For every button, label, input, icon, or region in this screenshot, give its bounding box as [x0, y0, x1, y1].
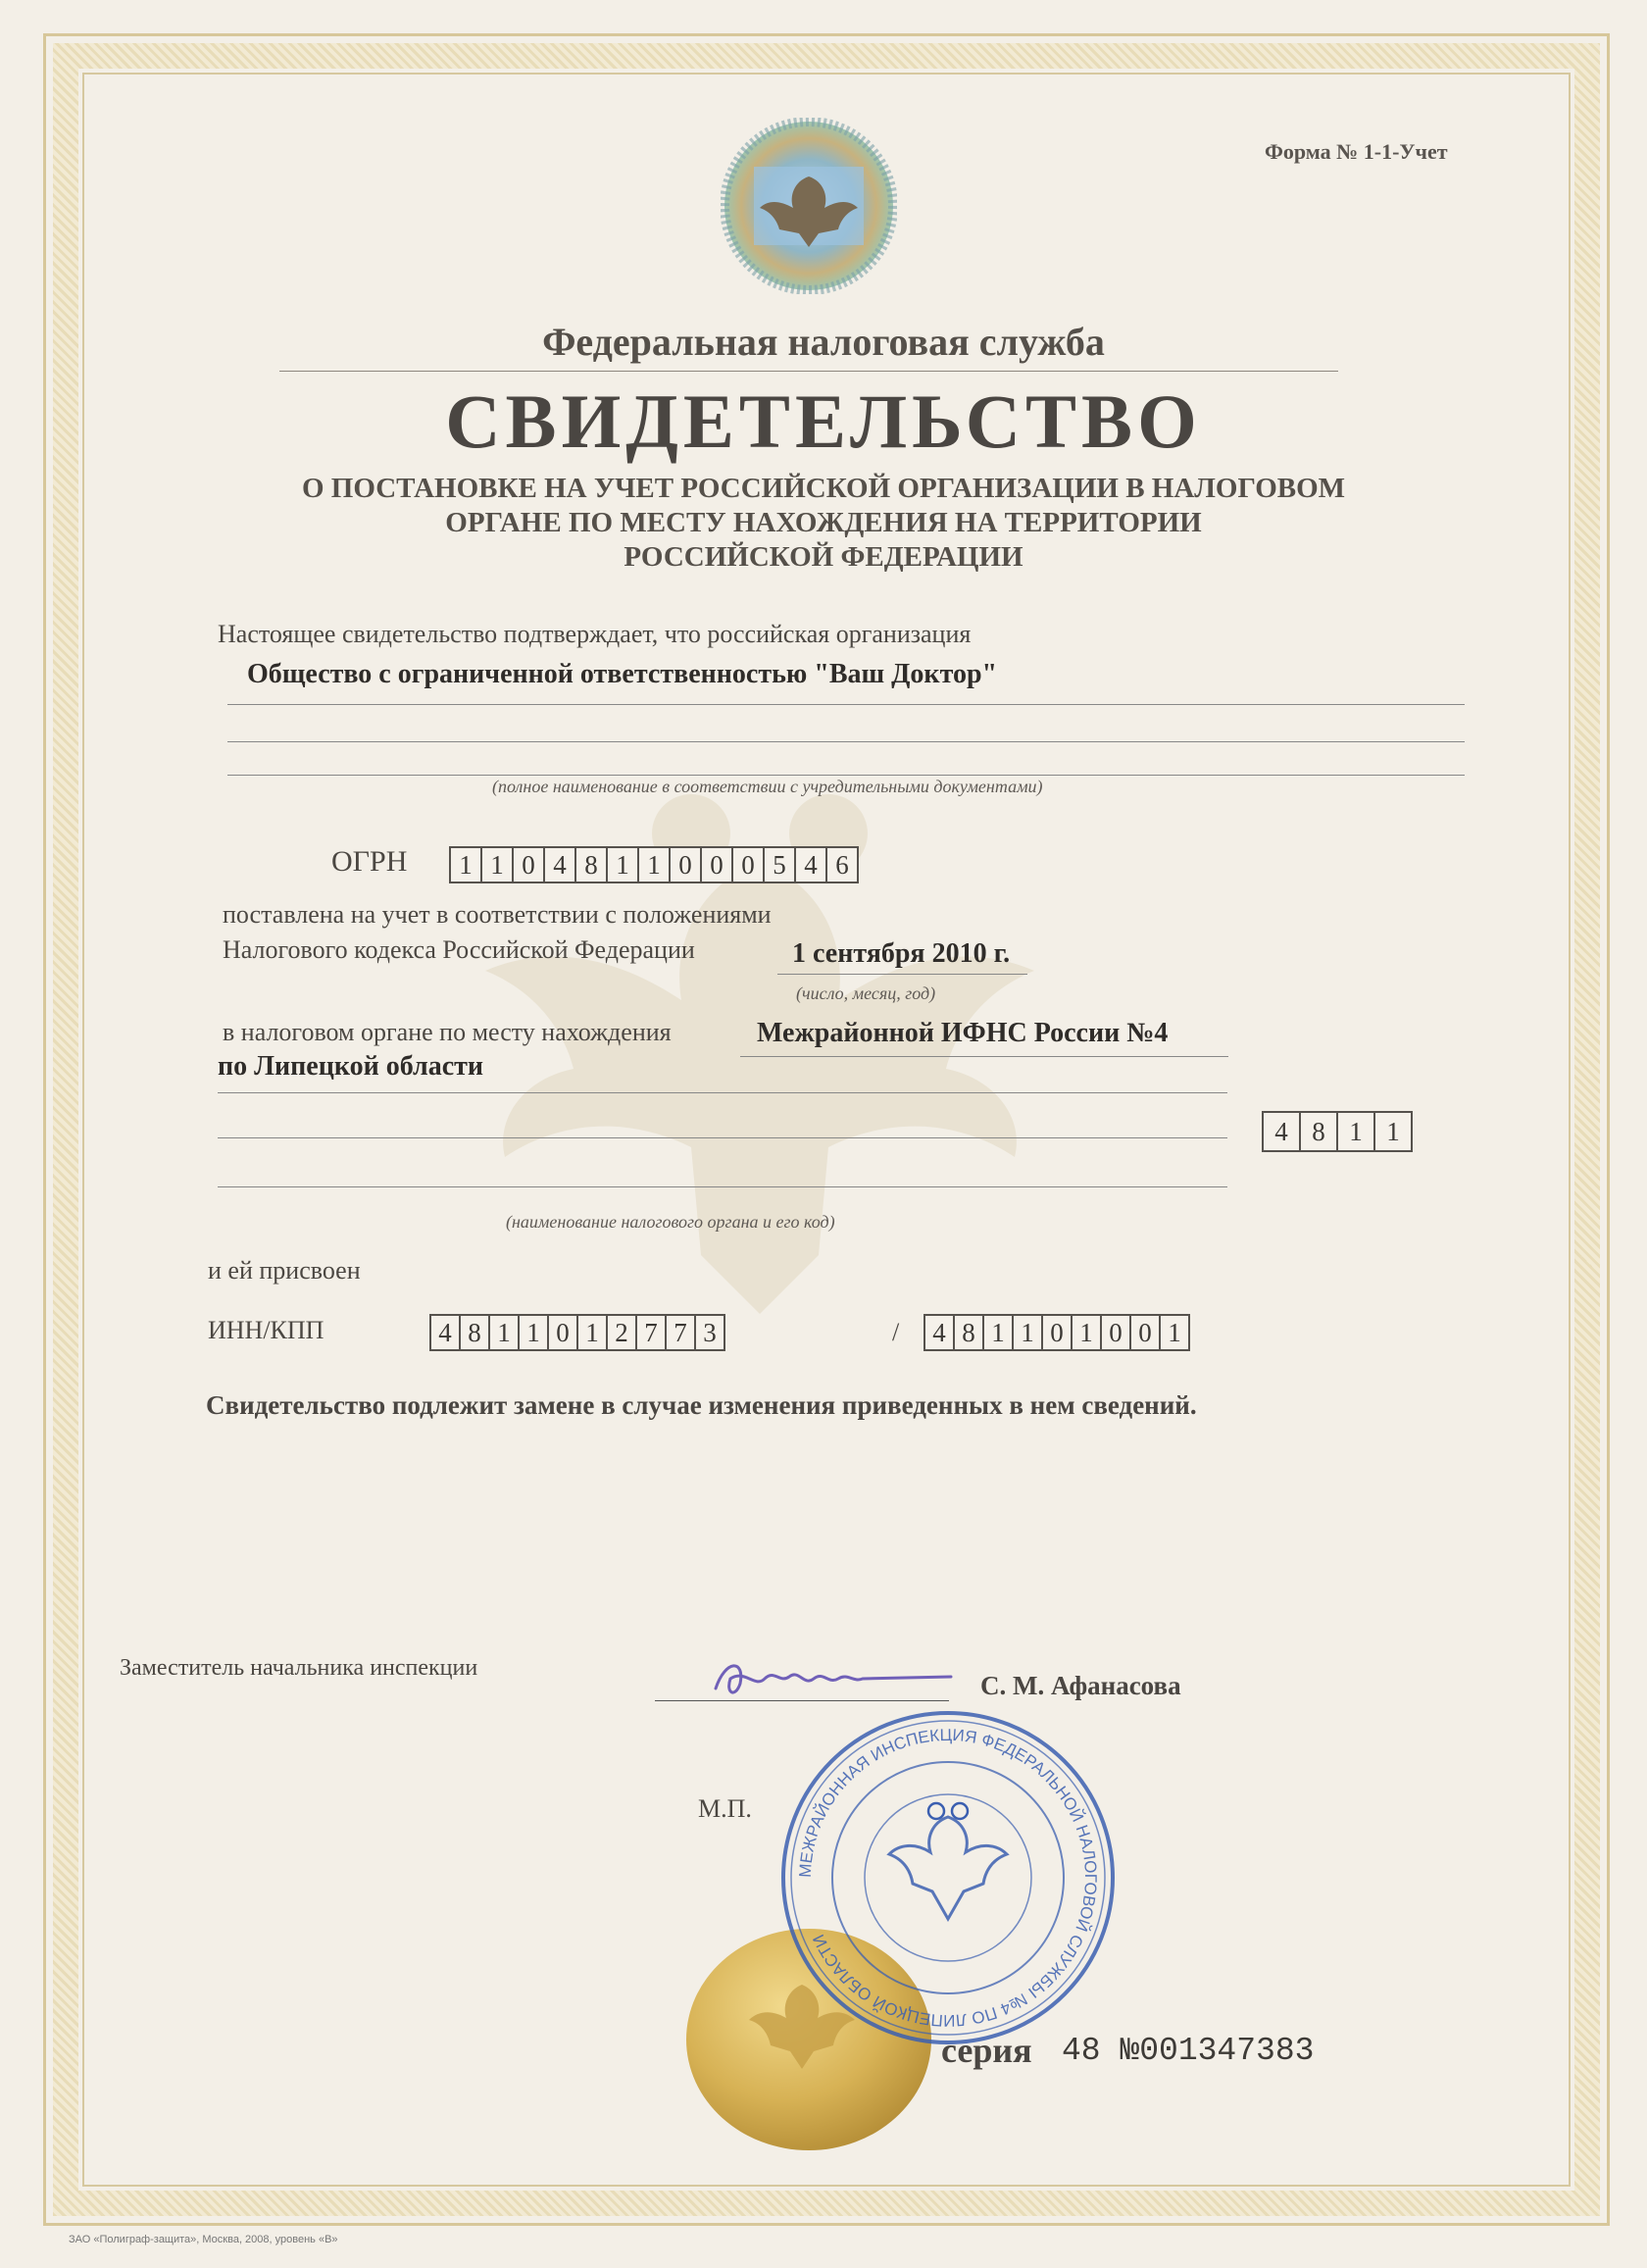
- series-number: 48 №001347383: [1062, 2033, 1315, 2069]
- office-code-boxes: [1262, 1111, 1413, 1152]
- kpp-digit: 8: [955, 1316, 984, 1349]
- org-line-1: [227, 704, 1465, 705]
- tax-office-prefix: в налоговом органе по месту нахождения: [223, 1018, 672, 1046]
- office-code-digit: 4: [1264, 1113, 1301, 1150]
- signature-icon: [706, 1649, 961, 1708]
- office-code-digit: 1: [1386, 1117, 1400, 1146]
- subtitle-line-3: РОССИЙСКОЙ ФЕДЕРАЦИИ: [624, 541, 1023, 573]
- ogrn-digit: 1: [608, 848, 639, 882]
- org-line-2: [227, 741, 1465, 742]
- ogrn-digit: 1: [639, 848, 671, 882]
- ogrn-digit: 0: [702, 848, 733, 882]
- svg-text:МЕЖРАЙОННАЯ ИНСПЕКЦИЯ ФЕДЕРАЛЬ: [796, 1726, 1100, 2030]
- inn-digit: 2: [608, 1316, 637, 1349]
- office-code-digit: 1: [1338, 1113, 1375, 1150]
- kpp-digit: 0: [1102, 1316, 1131, 1349]
- signature-line: [655, 1700, 949, 1701]
- subtitle-line-1: О ПОСТАНОВКЕ НА УЧЕТ РОССИЙСКОЙ ОРГАНИЗАЦИИ В НАЛОГОВОМ: [301, 473, 1346, 504]
- kpp-digit: 0: [1131, 1316, 1161, 1349]
- signer-title: Заместитель начальника инспекции: [120, 1655, 478, 1681]
- ogrn-boxes: [449, 846, 859, 883]
- ogrn-digit: 4: [796, 848, 827, 882]
- inn-digit: 1: [578, 1316, 608, 1349]
- tax-office-underline-2: [218, 1092, 1227, 1093]
- ogrn-digit: 1: [482, 848, 514, 882]
- kpp-digit: 1: [1073, 1316, 1102, 1349]
- ogrn-digit: 8: [576, 848, 608, 882]
- kpp-digit: 1: [984, 1316, 1014, 1349]
- tax-office-line-2: по Липецкой области: [218, 1051, 484, 1082]
- ogrn-digit: 6: [835, 850, 849, 880]
- form-number: Форма № 1-1-Учет: [1265, 139, 1448, 164]
- series-label: серия: [941, 2031, 1032, 2070]
- ogrn-label: ОГРН: [331, 845, 408, 878]
- kpp-digit: 0: [1043, 1316, 1073, 1349]
- tax-office-underline-4: [218, 1186, 1227, 1187]
- hologram-emblem-icon: [721, 118, 897, 294]
- official-round-stamp-icon: [779, 1709, 1118, 2047]
- office-code-digit: 8: [1301, 1113, 1338, 1150]
- agency-name: Федеральная налоговая служба: [542, 320, 1105, 364]
- date-line: [777, 974, 1027, 975]
- ogrn-digit: 1: [451, 848, 482, 882]
- kpp-digit: 4: [925, 1316, 955, 1349]
- signer-name: С. М. Афанасова: [980, 1671, 1181, 1700]
- inn-digit: 8: [461, 1316, 490, 1349]
- inn-digit: 3: [703, 1318, 717, 1347]
- tax-office-underline-3: [218, 1137, 1227, 1138]
- inn-kpp-separator: /: [892, 1318, 900, 1346]
- inn-digit: 0: [549, 1316, 578, 1349]
- registered-line-1: поставлена на учет в соответствии с положениями: [223, 900, 772, 929]
- kpp-boxes: [923, 1314, 1190, 1351]
- inn-digit: 4: [431, 1316, 461, 1349]
- org-line-3: [227, 775, 1465, 776]
- inn-digit: 1: [490, 1316, 520, 1349]
- header-divider: [279, 371, 1338, 372]
- ogrn-digit: 0: [733, 848, 765, 882]
- printer-footer: ЗАО «Полиграф-защита», Москва, 2008, уровень «В»: [69, 2234, 338, 2245]
- inn-digit: 7: [637, 1316, 667, 1349]
- seal-text: МЕЖРАЙОННАЯ ИНСПЕКЦИЯ ФЕДЕРАЛЬНОЙ НАЛОГОВОЙ СЛУЖБЫ №4 ПО ЛИПЕЦКОЙ ОБЛАСТИ: [795, 1725, 1101, 2031]
- tax-office-line-1: Межрайонной ИФНС России №4: [757, 1018, 1169, 1048]
- subtitle-line-2: ОРГАНЕ ПО МЕСТУ НАХОЖДЕНИЯ НА ТЕРРИТОРИИ: [445, 507, 1202, 538]
- ogrn-digit: 0: [671, 848, 702, 882]
- certificate-title: СВИДЕТЕЛЬСТВО: [445, 378, 1202, 464]
- registered-line-2: Налогового кодекса Российской Федерации: [223, 935, 695, 964]
- registration-date: 1 сентября 2010 г.: [792, 938, 1011, 969]
- date-hint: (число, месяц, год): [796, 983, 936, 1003]
- ogrn-digit: 4: [545, 848, 576, 882]
- office-hint: (наименование налогового органа и его код): [506, 1212, 835, 1232]
- assigned-label: и ей присвоен: [208, 1256, 361, 1285]
- ogrn-digit: 5: [765, 848, 796, 882]
- inn-kpp-label: ИНН/КПП: [208, 1316, 324, 1344]
- kpp-digit: 1: [1014, 1316, 1043, 1349]
- organization-name: Общество с ограниченной ответственностью "Ваш Доктор": [247, 659, 998, 689]
- replacement-notice: Свидетельство подлежит замене в случае изменения приведенных в нем сведений.: [206, 1390, 1197, 1420]
- intro-text: Настоящее свидетельство подтверждает, что российская организация: [218, 620, 972, 648]
- stamp-place-label: М.П.: [698, 1794, 752, 1823]
- inn-boxes: [429, 1314, 725, 1351]
- ogrn-digit: 0: [514, 848, 545, 882]
- org-hint: (полное наименование в соответствии с учредительными документами): [492, 777, 1043, 796]
- inn-digit: 7: [667, 1316, 696, 1349]
- kpp-digit: 1: [1168, 1318, 1181, 1347]
- inn-digit: 1: [520, 1316, 549, 1349]
- tax-office-underline-1: [740, 1056, 1228, 1057]
